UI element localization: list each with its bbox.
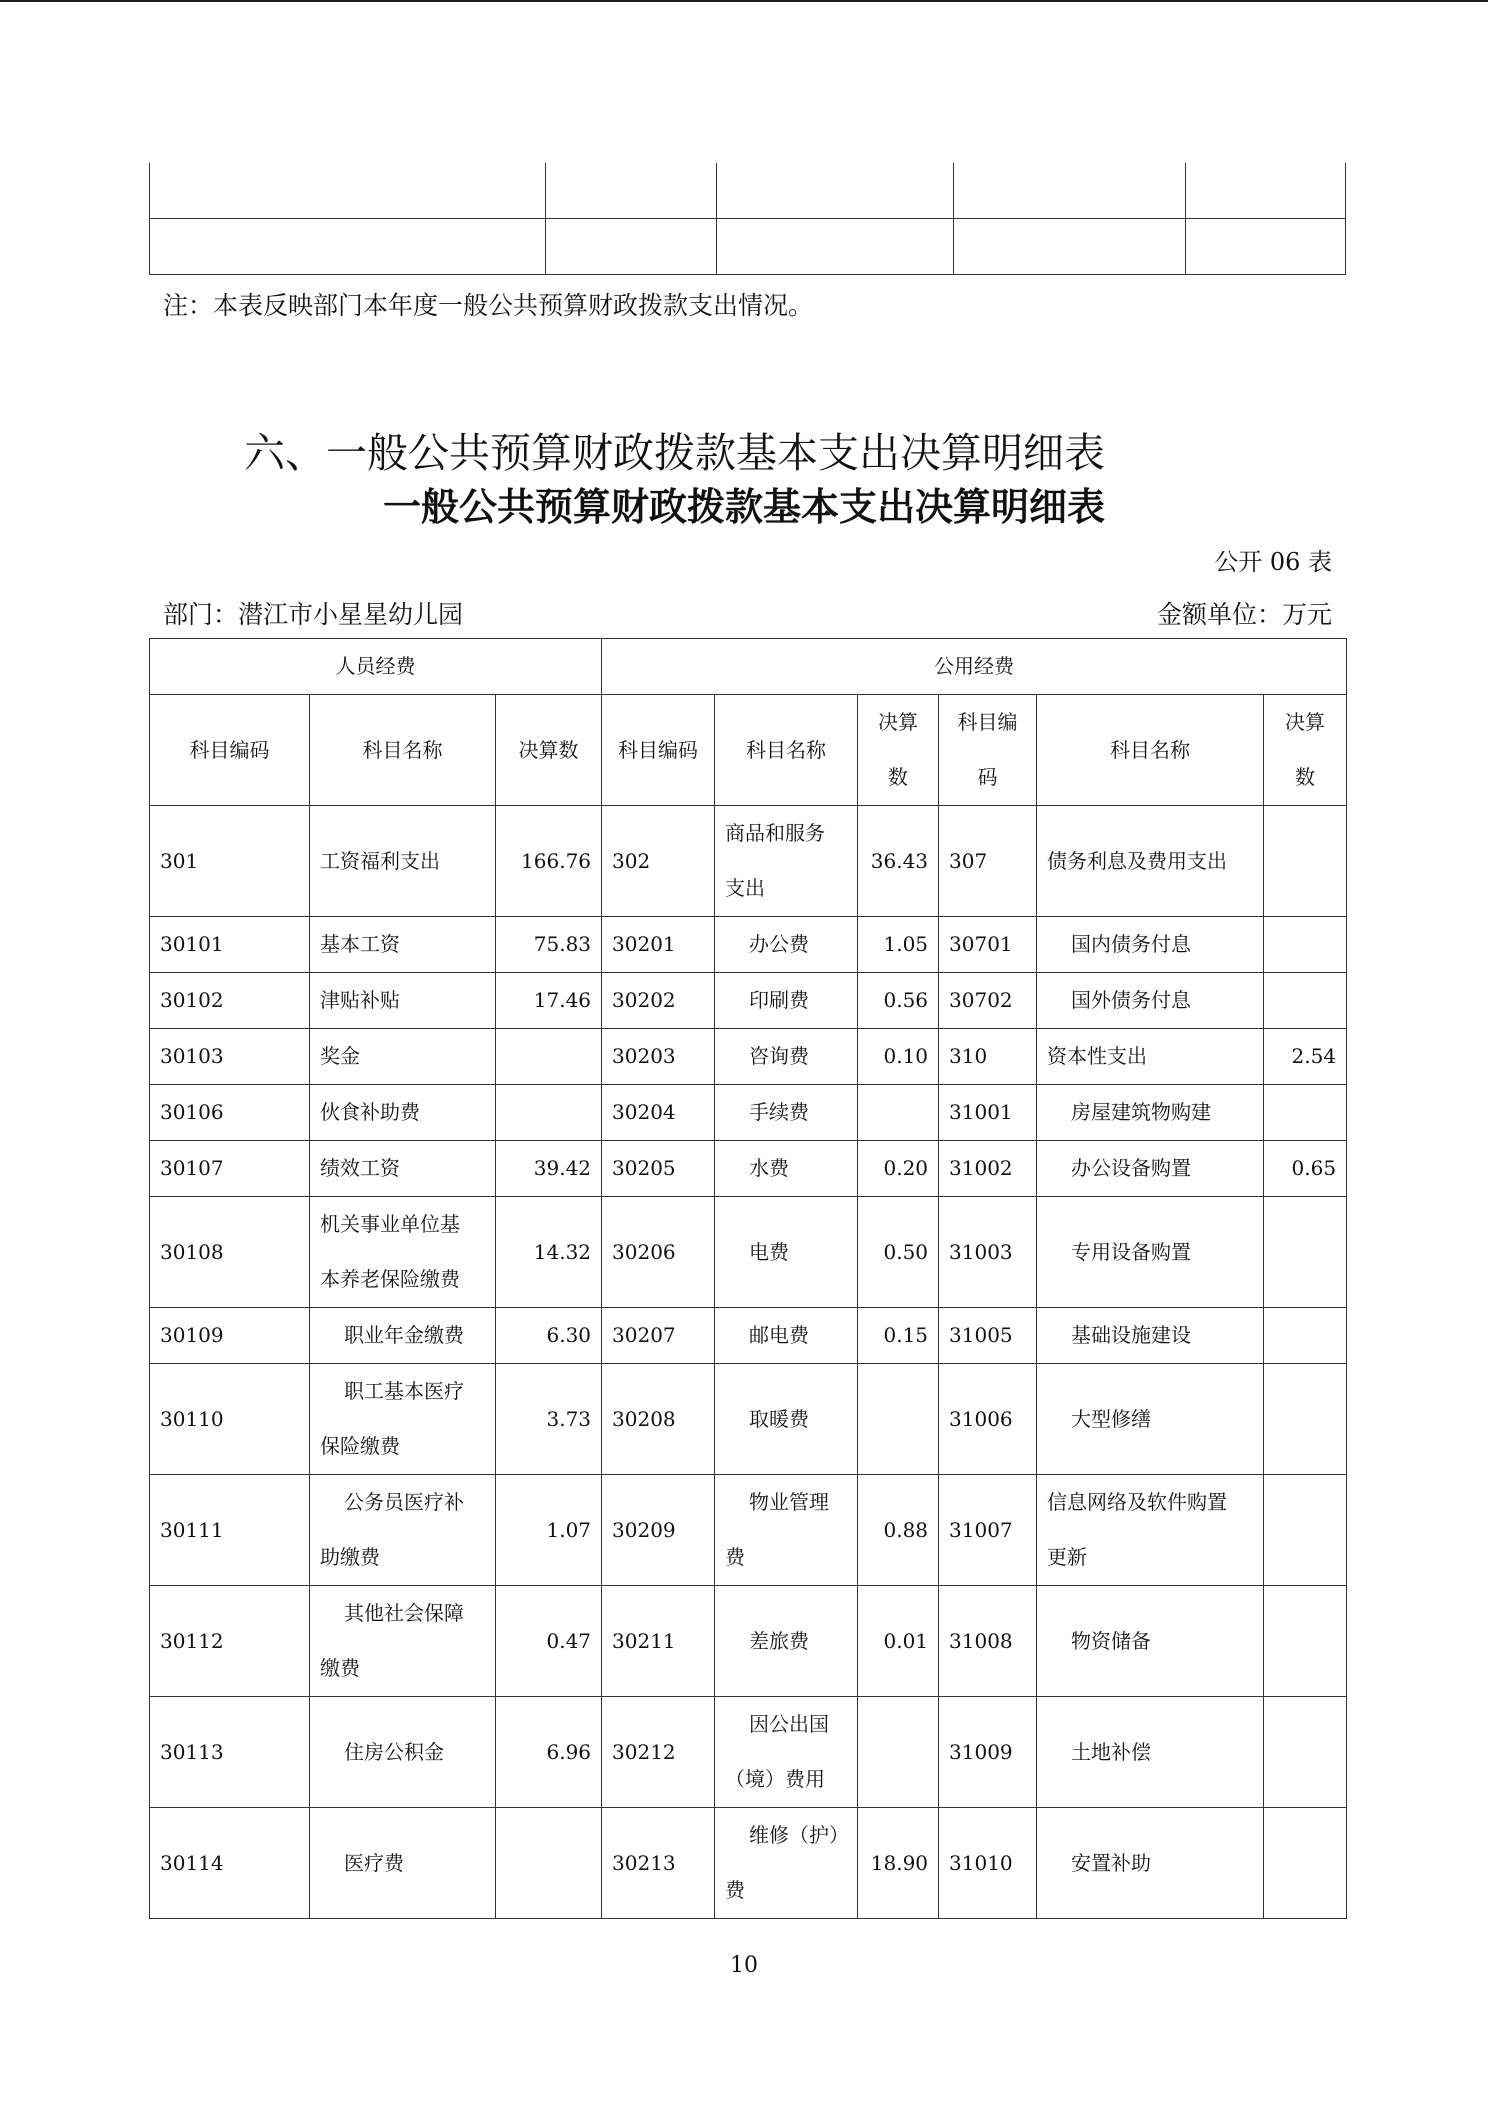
personnel-amount: 75.83 [496, 917, 602, 973]
goods-amount: 0.01 [858, 1586, 939, 1697]
personnel-amount: 6.30 [496, 1308, 602, 1364]
page-number: 10 [730, 1953, 758, 1978]
personnel-code: 30103 [150, 1029, 310, 1085]
table-code: 公开 06 表 [1214, 548, 1332, 576]
capital-code: 31008 [939, 1586, 1037, 1697]
header-row-group [150, 639, 1347, 695]
table-row [150, 1697, 1347, 1808]
capital-name: 办公设备购置 [1037, 1141, 1264, 1197]
goods-amount: 0.50 [858, 1197, 939, 1308]
personnel-code: 30110 [150, 1364, 310, 1475]
capital-amount [1264, 1697, 1347, 1808]
table-row [150, 1364, 1347, 1475]
personnel-code: 30111 [150, 1475, 310, 1586]
personnel-name: 伙食补助费 [310, 1085, 496, 1141]
personnel-amount: 3.73 [496, 1364, 602, 1475]
capital-code: 31005 [939, 1308, 1037, 1364]
goods-code: 30208 [602, 1364, 715, 1475]
goods-code: 30213 [602, 1808, 715, 1919]
personnel-amount: 6.96 [496, 1697, 602, 1808]
goods-amount: 0.10 [858, 1029, 939, 1085]
capital-code: 31003 [939, 1197, 1037, 1308]
capital-amount [1264, 973, 1347, 1029]
goods-code: 30204 [602, 1085, 715, 1141]
table-row [150, 1141, 1347, 1197]
header-personnel: 人员经费 [150, 639, 602, 695]
capital-code: 31007 [939, 1475, 1037, 1586]
department-label: 部门：潜江市小星星幼儿园 [163, 600, 464, 629]
goods-name: 印刷费 [715, 973, 858, 1029]
goods-name: 水费 [715, 1141, 858, 1197]
goods-code: 30209 [602, 1475, 715, 1586]
goods-name: 取暖费 [715, 1364, 858, 1475]
capital-name: 安置补助 [1037, 1808, 1264, 1919]
table-note: 注：本表反映部门本年度一般公共预算财政拨款支出情况。 [163, 291, 814, 320]
table-row [150, 1085, 1347, 1141]
capital-name: 基础设施建设 [1037, 1308, 1264, 1364]
personnel-name: 其他社会保障 缴费 [310, 1586, 496, 1697]
personnel-name: 职业年金缴费 [310, 1308, 496, 1364]
goods-amount: 36.43 [858, 806, 939, 917]
capital-name: 国内债务付息 [1037, 917, 1264, 973]
capital-name: 专用设备购置 [1037, 1197, 1264, 1308]
personnel-code: 30101 [150, 917, 310, 973]
capital-amount [1264, 806, 1347, 917]
personnel-name: 医疗费 [310, 1808, 496, 1919]
capital-name: 物资储备 [1037, 1586, 1264, 1697]
goods-name: 办公费 [715, 917, 858, 973]
goods-name: 因公出国 （境）费用 [715, 1697, 858, 1808]
goods-code: 30201 [602, 917, 715, 973]
goods-amount: 0.20 [858, 1141, 939, 1197]
capital-name: 房屋建筑物购建 [1037, 1085, 1264, 1141]
capital-code: 307 [939, 806, 1037, 917]
personnel-name: 机关事业单位基 本养老保险缴费 [310, 1197, 496, 1308]
goods-name: 维修（护） 费 [715, 1808, 858, 1919]
personnel-code: 30106 [150, 1085, 310, 1141]
personnel-amount [496, 1085, 602, 1141]
table-row [150, 1586, 1347, 1697]
goods-code: 30205 [602, 1141, 715, 1197]
personnel-amount: 166.76 [496, 806, 602, 917]
capital-code: 30701 [939, 917, 1037, 973]
personnel-name: 绩效工资 [310, 1141, 496, 1197]
header-row-columns [150, 695, 1347, 806]
goods-code: 30202 [602, 973, 715, 1029]
amount-unit-label: 金额单位：万元 [1156, 600, 1332, 629]
table-row [150, 1197, 1347, 1308]
personnel-name: 职工基本医疗 保险缴费 [310, 1364, 496, 1475]
capital-code: 31002 [939, 1141, 1037, 1197]
personnel-name: 基本工资 [310, 917, 496, 973]
goods-name: 商品和服务 支出 [715, 806, 858, 917]
personnel-code: 30114 [150, 1808, 310, 1919]
goods-name: 咨询费 [715, 1029, 858, 1085]
capital-name: 土地补偿 [1037, 1697, 1264, 1808]
goods-name: 邮电费 [715, 1308, 858, 1364]
goods-amount: 1.05 [858, 917, 939, 973]
header-code-capital: 科目编 码 [939, 695, 1037, 806]
capital-name: 资本性支出 [1037, 1029, 1264, 1085]
table-title: 一般公共预算财政拨款基本支出决算明细表 [382, 484, 1105, 529]
capital-code: 30702 [939, 973, 1037, 1029]
personnel-code: 30108 [150, 1197, 310, 1308]
goods-amount [858, 1364, 939, 1475]
header-name-goods: 科目名称 [715, 695, 858, 806]
goods-code: 30212 [602, 1697, 715, 1808]
personnel-code: 30112 [150, 1586, 310, 1697]
personnel-name: 住房公积金 [310, 1697, 496, 1808]
table-row [150, 973, 1347, 1029]
goods-amount [858, 1085, 939, 1141]
previous-table-fragment [149, 163, 1346, 275]
capital-code: 31001 [939, 1085, 1037, 1141]
header-code: 科目编码 [150, 695, 310, 806]
header-amount-goods: 决算 数 [858, 695, 939, 806]
table-row [150, 917, 1347, 973]
personnel-amount: 17.46 [496, 973, 602, 1029]
personnel-code: 30107 [150, 1141, 310, 1197]
header-amount: 决算数 [496, 695, 602, 806]
goods-amount [858, 1697, 939, 1808]
goods-code: 30206 [602, 1197, 715, 1308]
personnel-code: 30102 [150, 973, 310, 1029]
header-name-capital: 科目名称 [1037, 695, 1264, 806]
personnel-code: 30109 [150, 1308, 310, 1364]
goods-code: 30203 [602, 1029, 715, 1085]
header-code-goods: 科目编码 [602, 695, 715, 806]
capital-amount [1264, 1197, 1347, 1308]
table-row [150, 1475, 1347, 1586]
capital-amount: 2.54 [1264, 1029, 1347, 1085]
personnel-code: 301 [150, 806, 310, 917]
capital-name: 国外债务付息 [1037, 973, 1264, 1029]
personnel-name: 津贴补贴 [310, 973, 496, 1029]
capital-amount: 0.65 [1264, 1141, 1347, 1197]
table-row [150, 806, 1347, 917]
goods-amount: 0.56 [858, 973, 939, 1029]
goods-code: 30207 [602, 1308, 715, 1364]
goods-name: 物业管理 费 [715, 1475, 858, 1586]
personnel-amount: 0.47 [496, 1586, 602, 1697]
goods-name: 差旅费 [715, 1586, 858, 1697]
capital-amount [1264, 1586, 1347, 1697]
header-amount-capital: 决算 数 [1264, 695, 1347, 806]
header-public: 公用经费 [602, 639, 1347, 695]
capital-name: 信息网络及软件购置 更新 [1037, 1475, 1264, 1586]
capital-amount [1264, 1085, 1347, 1141]
personnel-amount: 14.32 [496, 1197, 602, 1308]
capital-amount [1264, 1475, 1347, 1586]
table-row [150, 1308, 1347, 1364]
capital-code: 31010 [939, 1808, 1037, 1919]
personnel-amount: 1.07 [496, 1475, 602, 1586]
capital-amount [1264, 1364, 1347, 1475]
personnel-name: 公务员医疗补 助缴费 [310, 1475, 496, 1586]
goods-code: 302 [602, 806, 715, 917]
personnel-name: 奖金 [310, 1029, 496, 1085]
section-title: 六、一般公共预算财政拨款基本支出决算明细表 [244, 429, 1105, 477]
page-top-border [0, 0, 1488, 2]
capital-name: 债务利息及费用支出 [1037, 806, 1264, 917]
capital-amount [1264, 917, 1347, 973]
goods-amount: 18.90 [858, 1808, 939, 1919]
table-row [150, 1808, 1347, 1919]
capital-code: 31006 [939, 1364, 1037, 1475]
personnel-name: 工资福利支出 [310, 806, 496, 917]
personnel-amount: 39.42 [496, 1141, 602, 1197]
table-row [150, 1029, 1347, 1085]
personnel-amount [496, 1808, 602, 1919]
goods-amount: 0.88 [858, 1475, 939, 1586]
goods-name: 电费 [715, 1197, 858, 1308]
capital-amount [1264, 1308, 1347, 1364]
personnel-code: 30113 [150, 1697, 310, 1808]
capital-name: 大型修缮 [1037, 1364, 1264, 1475]
header-name: 科目名称 [310, 695, 496, 806]
personnel-amount [496, 1029, 602, 1085]
capital-code: 31009 [939, 1697, 1037, 1808]
capital-code: 310 [939, 1029, 1037, 1085]
goods-name: 手续费 [715, 1085, 858, 1141]
basic-expenditure-table [149, 638, 1347, 1919]
goods-code: 30211 [602, 1586, 715, 1697]
capital-amount [1264, 1808, 1347, 1919]
goods-amount: 0.15 [858, 1308, 939, 1364]
